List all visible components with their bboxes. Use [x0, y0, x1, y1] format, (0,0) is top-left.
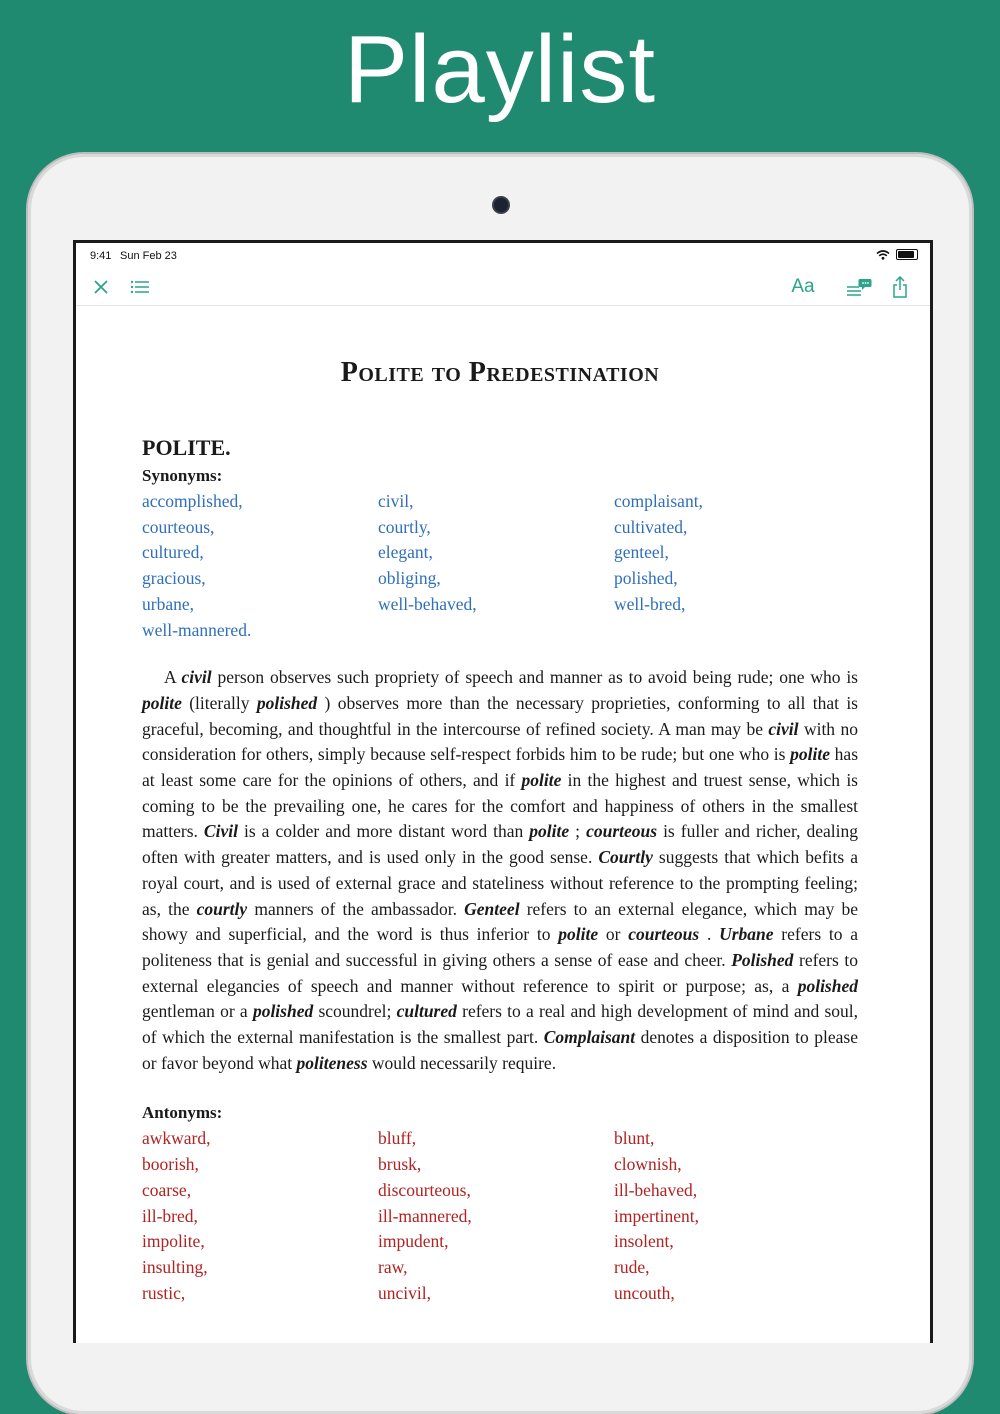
emphasized-word: polished — [252, 1001, 314, 1022]
antonyms-list — [142, 1126, 858, 1306]
paragraph-text: would necessarily require. — [367, 1052, 557, 1073]
paragraph-text: refers to a real and high development of mind and soul, of which the external manifestation is the smallest part. — [142, 1001, 858, 1048]
paragraph-text: is a colder and more distant word than — [237, 821, 530, 842]
emphasized-word: civil — [181, 667, 212, 688]
notes-icon — [846, 278, 872, 296]
synonym-link[interactable]: obliging, — [378, 568, 441, 589]
synonym-link[interactable]: polished, — [614, 568, 678, 589]
antonym-link[interactable]: clownish, — [614, 1154, 682, 1175]
table-of-contents-button[interactable] — [128, 275, 152, 299]
antonym-link[interactable]: discourteous, — [378, 1179, 471, 1200]
camera-icon — [494, 198, 508, 212]
synonym-link[interactable]: well-behaved, — [378, 593, 477, 614]
paragraph-text: gentleman or a — [142, 1001, 253, 1022]
antonym-link[interactable]: boorish, — [142, 1154, 199, 1175]
chapter-title: Polite to Predestination — [340, 357, 660, 388]
antonym-link[interactable]: ill-mannered, — [378, 1205, 472, 1226]
paragraph-text: refers to an external elegance, which may be showy and superficial, and the word is thus inferior to — [142, 898, 858, 945]
font-size-button[interactable] — [788, 275, 818, 299]
app-screen — [73, 240, 933, 1343]
antonym-link[interactable]: rude, — [614, 1256, 650, 1277]
antonym-link[interactable]: uncivil, — [378, 1282, 431, 1303]
emphasized-word: Polished — [731, 949, 794, 970]
paragraph-text: has at least some care for the opinions of others, and if — [142, 744, 858, 791]
paragraph-text: . — [699, 924, 720, 945]
status-icons — [876, 249, 918, 260]
paragraph-text: person observes such propriety of speech and manner as to avoid being rude; one who is — [211, 667, 858, 688]
emphasized-word: cultured — [396, 1001, 457, 1022]
antonym-link[interactable]: ill-behaved, — [614, 1179, 698, 1200]
emphasized-word: Courtly — [598, 847, 653, 868]
synonym-link[interactable]: accomplished, — [142, 491, 243, 511]
paragraph-text: ) observes more than the necessary proprieties, conforming to all that is graceful, becoming, and thoughtful in the intercourse of refined society. A man may be — [142, 692, 858, 739]
antonym-link[interactable]: brusk, — [378, 1154, 422, 1175]
emphasized-word: polite — [558, 924, 599, 945]
antonym-link[interactable]: insolent, — [614, 1231, 674, 1252]
synonyms-list — [142, 489, 858, 643]
synonym-link[interactable]: urbane, — [142, 593, 194, 614]
reader-toolbar — [76, 269, 930, 306]
paragraph-text: refers to external elegancies of speech and manner without reference to spirit or purpose; as, a — [142, 949, 858, 996]
paragraph-text: is fuller and richer, dealing often with greater matters, and is used only in the good sense. — [142, 821, 858, 868]
antonym-link[interactable]: bluff, — [378, 1128, 417, 1149]
promo-title: Playlist — [343, 16, 657, 123]
antonym-link[interactable]: blunt, — [614, 1128, 655, 1149]
antonym-link[interactable]: ill-bred, — [142, 1205, 198, 1226]
paragraph-text: A — [164, 667, 182, 688]
paragraph-text: refers to a politeness that is genial and successful in giving others a sense of ease and cheer. — [142, 924, 859, 970]
wifi-icon — [876, 250, 890, 260]
paragraph-text: ; — [569, 821, 587, 842]
synonym-link[interactable]: well-bred, — [614, 593, 686, 614]
reader-content — [142, 353, 858, 1306]
synonym-link[interactable]: cultivated, — [614, 516, 688, 537]
list-icon — [130, 280, 150, 294]
synonym-link[interactable]: well-mannered. — [142, 619, 252, 640]
paragraph-text: denotes a disposition to please or favor beyond what — [142, 1027, 858, 1073]
emphasized-word: Complaisant — [543, 1027, 636, 1048]
synonym-link[interactable]: courteous, — [142, 516, 215, 537]
close-button[interactable] — [90, 275, 112, 299]
status-bar — [76, 243, 930, 269]
synonym-link[interactable]: courtly, — [378, 516, 431, 537]
antonym-link[interactable]: impudent, — [378, 1231, 449, 1252]
antonym-link[interactable]: uncouth, — [614, 1282, 675, 1303]
emphasized-word: civil — [768, 718, 799, 739]
emphasized-word: polished — [256, 692, 318, 713]
paragraph-text: with no consideration for others, simply because self-respect forbids him to be rude; but one who is — [142, 718, 858, 765]
notes-button[interactable] — [844, 275, 874, 299]
close-icon — [93, 279, 109, 295]
antonym-link[interactable]: impertinent, — [614, 1205, 700, 1226]
synonyms-label: Synonyms: — [142, 466, 223, 485]
definition-paragraph — [142, 665, 858, 1076]
share-icon — [892, 276, 908, 298]
emphasized-word: Urbane — [719, 924, 774, 945]
emphasized-word: Genteel — [464, 898, 520, 919]
paragraph-text: or — [598, 924, 629, 945]
emphasized-word: polite — [790, 744, 830, 765]
emphasized-word: polished — [797, 975, 858, 996]
status-time: 9:41 — [90, 250, 112, 262]
paragraph-text: (literally — [181, 692, 257, 713]
synonym-link[interactable]: cultured, — [142, 542, 204, 563]
emphasized-word: polite — [529, 821, 570, 842]
antonym-link[interactable]: impolite, — [142, 1231, 205, 1252]
font-size-icon: Aa — [791, 276, 815, 297]
emphasized-word: polite — [142, 692, 182, 713]
synonym-link[interactable]: complaisant, — [614, 491, 703, 511]
emphasized-word: Civil — [203, 821, 238, 842]
emphasized-word: courteous — [586, 821, 658, 842]
synonym-link[interactable]: genteel, — [614, 542, 669, 563]
share-button[interactable] — [888, 275, 912, 299]
battery-icon — [896, 249, 918, 260]
paragraph-text: in the highest and truest sense, which is coming to be the prevailing one, he cares for the comfort and happiness of others in the smallest matters. — [142, 770, 858, 842]
entry-headword: POLITE. — [142, 435, 231, 460]
emphasized-word: courtly — [196, 898, 248, 919]
paragraph-text: scoundrel; — [313, 1001, 397, 1022]
emphasized-word: politeness — [296, 1052, 368, 1073]
status-date: Sun Feb 23 — [120, 250, 177, 262]
antonyms-label: Antonyms: — [142, 1103, 223, 1123]
paragraph-text: manners of the ambassador. — [247, 898, 465, 919]
antonym-link[interactable]: insulting, — [142, 1256, 208, 1277]
antonym-link[interactable]: raw, — [378, 1256, 408, 1277]
antonym-link[interactable]: coarse, — [142, 1179, 192, 1200]
synonym-link[interactable]: gracious, — [142, 568, 206, 589]
emphasized-word: polite — [521, 770, 562, 791]
antonym-link[interactable]: awkward, — [142, 1128, 211, 1149]
emphasized-word: courteous — [628, 924, 700, 945]
synonym-link[interactable]: elegant, — [378, 542, 433, 563]
synonym-link[interactable]: civil, — [378, 491, 414, 511]
paragraph-text: suggests that which befits a royal court, and is used of external grace and stateliness without reference to the prompting feeling; as, the — [142, 847, 858, 919]
antonym-link[interactable]: rustic, — [142, 1282, 186, 1303]
